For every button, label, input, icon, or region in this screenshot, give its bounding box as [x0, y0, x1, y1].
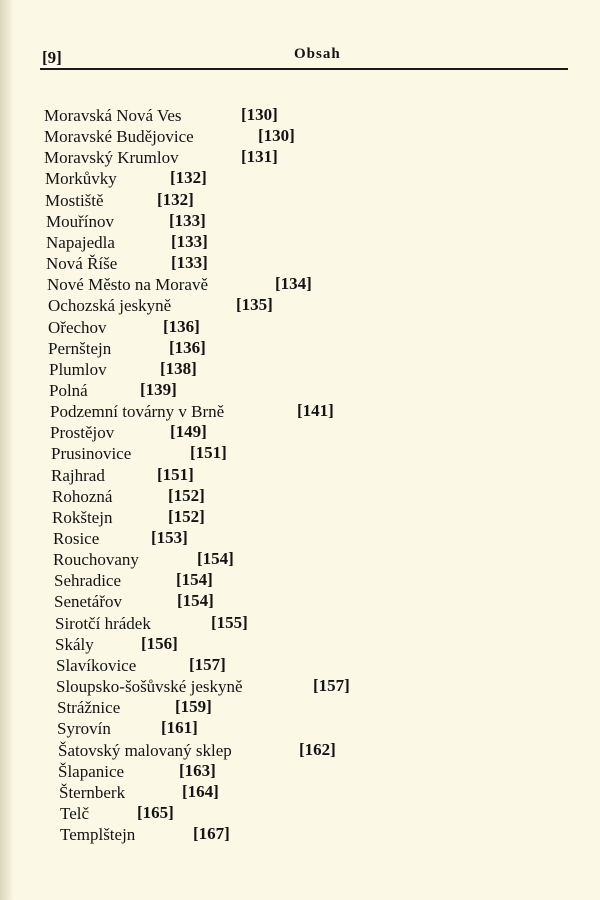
toc-entry-name: Polná	[49, 380, 88, 400]
toc-entry	[55, 614, 560, 636]
toc-entry	[50, 402, 560, 424]
toc-entry	[58, 762, 560, 784]
toc-entry	[55, 635, 560, 657]
toc-entry	[57, 698, 560, 720]
toc-entry	[54, 592, 560, 614]
toc-entry-name: Rouchovany	[53, 550, 139, 570]
toc-entry	[53, 529, 560, 551]
toc-entry-page: [163]	[179, 760, 216, 780]
toc-entry-name: Napajedla	[46, 232, 115, 252]
toc-entry-name: Moravský Krumlov	[44, 148, 179, 168]
toc-entry	[53, 550, 560, 572]
toc-entry-name: Nové Město na Moravě	[47, 275, 208, 295]
toc-entry	[57, 719, 560, 741]
toc-entry-page: [134]	[275, 274, 312, 294]
toc-entry-page: [135]	[236, 295, 273, 315]
toc-entry	[48, 339, 560, 361]
toc-entry	[51, 444, 560, 466]
toc-entry	[56, 677, 560, 699]
toc-entry-page: [130]	[241, 105, 278, 124]
toc-entry-page: [157]	[189, 654, 226, 674]
toc-entry-page: [136]	[163, 316, 200, 336]
toc-entry-page: [133]	[171, 253, 208, 273]
toc-entry-name: Morkůvky	[45, 169, 117, 189]
toc-entry-name: Ochozská jeskyně	[48, 296, 172, 316]
toc-entry-name: Plumlov	[49, 359, 107, 379]
toc-entry-name: Ořechov	[48, 317, 107, 337]
toc-entry	[46, 254, 560, 276]
toc-entry-name: Rohozná	[52, 486, 113, 506]
toc-entry-page: [159]	[175, 697, 212, 717]
toc-entry	[58, 741, 560, 763]
toc-entry-page: [152]	[168, 506, 205, 526]
toc-entry-name: Šternberk	[59, 782, 126, 802]
toc-entry-name: Slavíkovice	[56, 655, 137, 675]
toc-entry-name: Mostiště	[45, 190, 104, 210]
toc-entry-name: Sehradice	[54, 571, 122, 591]
toc-entry	[44, 106, 560, 128]
toc-entry	[46, 233, 560, 255]
toc-entry-name: Senetářov	[54, 592, 122, 612]
toc-entry-page: [167]	[193, 824, 230, 844]
toc-entry-name: Strážnice	[57, 698, 121, 718]
toc-entry-page: [152]	[168, 485, 205, 505]
toc-entry-page: [133]	[171, 231, 208, 251]
toc-entry-page: [149]	[170, 422, 207, 442]
toc-entry	[45, 169, 560, 191]
toc-entry-page: [157]	[313, 676, 350, 696]
toc-entry	[46, 212, 560, 234]
toc-entry	[44, 127, 560, 149]
toc-entry-page: [154]	[177, 591, 214, 611]
toc-entry-page: [141]	[297, 401, 334, 421]
toc-entry-name: Prostějov	[50, 423, 115, 443]
toc-entry-page: [132]	[170, 168, 207, 188]
page-number: [9]	[42, 48, 62, 67]
toc-entry-page: [161]	[161, 718, 198, 738]
toc-entry-page: [130]	[258, 126, 295, 146]
toc-entry-page: [165]	[137, 802, 174, 822]
toc-entry-page: [154]	[197, 549, 234, 569]
toc-entry	[54, 571, 560, 593]
toc-entry	[49, 381, 560, 403]
toc-entry-name: Syrovín	[57, 719, 111, 739]
toc-entry-name: Sloupsko-šošůvské jeskyně	[56, 677, 243, 697]
toc-entry-name: Mouřínov	[46, 211, 114, 231]
toc-entry-name: Rokštejn	[52, 507, 113, 527]
toc-entry	[52, 508, 560, 530]
toc-entry-name: Nová Říše	[46, 254, 118, 274]
toc-entry-name: Prusinovice	[51, 444, 132, 464]
toc-entry-name: Moravské Budějovice	[44, 127, 194, 147]
running-title: Obsah	[294, 46, 341, 62]
toc-entry-page: [162]	[299, 739, 336, 759]
toc-entry-name: Rajhrad	[51, 465, 105, 485]
toc-entry-page: [133]	[169, 210, 206, 230]
toc-entry-name: Moravská Nová Ves	[44, 106, 182, 125]
toc-entry-name: Šatovský malovaný sklep	[58, 740, 232, 760]
toc-entry-page: [153]	[151, 528, 188, 547]
toc-entry-name: Rosice	[53, 529, 100, 548]
toc-entry-page: [139]	[140, 379, 177, 399]
toc-entry-page: [155]	[211, 612, 248, 632]
toc-entry-name: Skály	[55, 634, 94, 654]
toc-entry-page: [131]	[241, 147, 278, 167]
toc-entry	[60, 804, 560, 826]
toc-entry-page: [164]	[182, 781, 219, 801]
toc-entry-page: [136]	[169, 337, 206, 357]
toc-entry-name: Pernštejn	[48, 338, 112, 358]
toc-entry	[52, 487, 560, 509]
toc-entry	[47, 275, 560, 297]
toc-entry-name: Šlapanice	[58, 761, 125, 781]
toc-entry	[48, 296, 560, 318]
toc-entry	[59, 783, 560, 805]
toc-entry-name: Telč	[60, 803, 90, 823]
toc-entry	[48, 318, 560, 340]
toc-entry-name: Sirotčí hrádek	[55, 613, 151, 633]
toc-entry	[49, 360, 560, 382]
toc-entry-name: Podzemní továrny v Brně	[50, 402, 225, 422]
toc-entry	[56, 656, 560, 678]
toc-entry	[50, 423, 560, 445]
toc-entry-page: [151]	[190, 443, 227, 463]
toc-entry-page: [138]	[160, 358, 197, 378]
toc-entry	[60, 825, 560, 847]
toc-entry-page: [154]	[176, 570, 213, 590]
toc-entry	[44, 148, 560, 170]
toc-entry	[51, 466, 560, 488]
toc-entry-page: [151]	[157, 464, 194, 484]
toc-entry-page: [156]	[141, 633, 178, 653]
toc-entry	[45, 191, 560, 213]
toc-entry-name: Templštejn	[60, 825, 136, 845]
toc-entry-page: [132]	[157, 189, 194, 209]
